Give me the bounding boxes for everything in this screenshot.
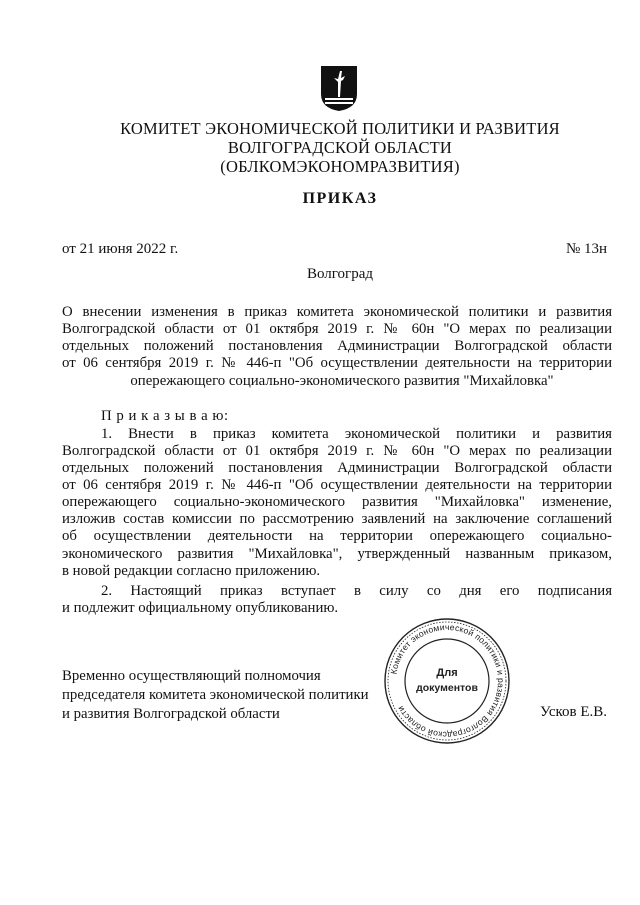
signature-title-line: Временно осуществляющий полномочия xyxy=(62,668,321,684)
subject-line: О внесении изменения в приказ комитета экономической политики и развития xyxy=(62,304,612,320)
order-word: П р и к а з ы в а ю: xyxy=(101,408,229,424)
body-line: 1. Внести в приказ комитета экономической политики и развития xyxy=(101,426,612,442)
subject-line: отдельных положений постановления Администрации Волгоградской области xyxy=(62,338,612,354)
org-name-line2: ВОЛГОГРАДСКОЙ ОБЛАСТИ xyxy=(227,138,453,157)
org-name-line1: КОМИТЕТ ЭКОНОМИЧЕСКОЙ ПОЛИТИКИ И РАЗВИТИЯ xyxy=(120,119,560,138)
doc-title: ПРИКАЗ xyxy=(302,190,378,207)
stamp-ring-text: Комитет экономической политики и развития Волгоградской области xyxy=(388,621,507,741)
body-line: экономического развития "Михайловка", утвержденный названным приказом, xyxy=(62,546,612,562)
doc-number: № 13н xyxy=(566,241,608,257)
body-line: в новой редакции согласно приложению. xyxy=(62,563,321,579)
body-line: и подлежит официальному опубликованию. xyxy=(62,600,339,616)
org-name-line3: (ОБЛКОМЭКОНОМРАЗВИТИЯ) xyxy=(220,157,460,176)
doc-city: Волгоград xyxy=(306,266,373,282)
signature-title-line: председателя комитета экономической политики xyxy=(62,687,369,703)
doc-date: от 21 июня 2022 г. xyxy=(62,241,179,257)
signer-name: Усков Е.В. xyxy=(540,704,608,720)
body-line: об осуществлении деятельности на территории опережающего социально- xyxy=(62,528,612,544)
official-stamp xyxy=(382,616,512,746)
subject-line: Волгоградской области от 01 октября 2019 г. № 60н "О мерах по реализации xyxy=(62,321,612,337)
volgograd-emblem-icon xyxy=(319,64,359,112)
stamp-center-bottom: документов xyxy=(416,682,478,694)
stamp-center-top: Для xyxy=(436,667,458,679)
signature-title-line: и развития Волгоградской области xyxy=(62,706,280,722)
body-line: 2. Настоящий приказ вступает в силу со дня его подписания xyxy=(101,583,612,599)
body-line: отдельных положений постановления Администрации Волгоградской области xyxy=(62,460,612,476)
body-line: от 06 сентября 2019 г. № 446-п "Об осуществлении деятельности на территории xyxy=(62,477,612,493)
body-line: опережающего социально-экономического развития "Михайловка" изменение, xyxy=(62,494,612,510)
signature-title xyxy=(62,667,369,724)
body-line: Волгоградской области от 01 октября 2019 г. № 60н "О мерах по реализации xyxy=(62,443,612,459)
subject-line: от 06 сентября 2019 г. № 446-п "Об осуществлении деятельности на территории xyxy=(62,355,612,371)
body-line: изложив состав комиссии по рассмотрению заявлений на заключение соглашений xyxy=(62,511,612,527)
subject-line: опережающего социально-экономического развития "Михайловка" xyxy=(130,373,554,389)
